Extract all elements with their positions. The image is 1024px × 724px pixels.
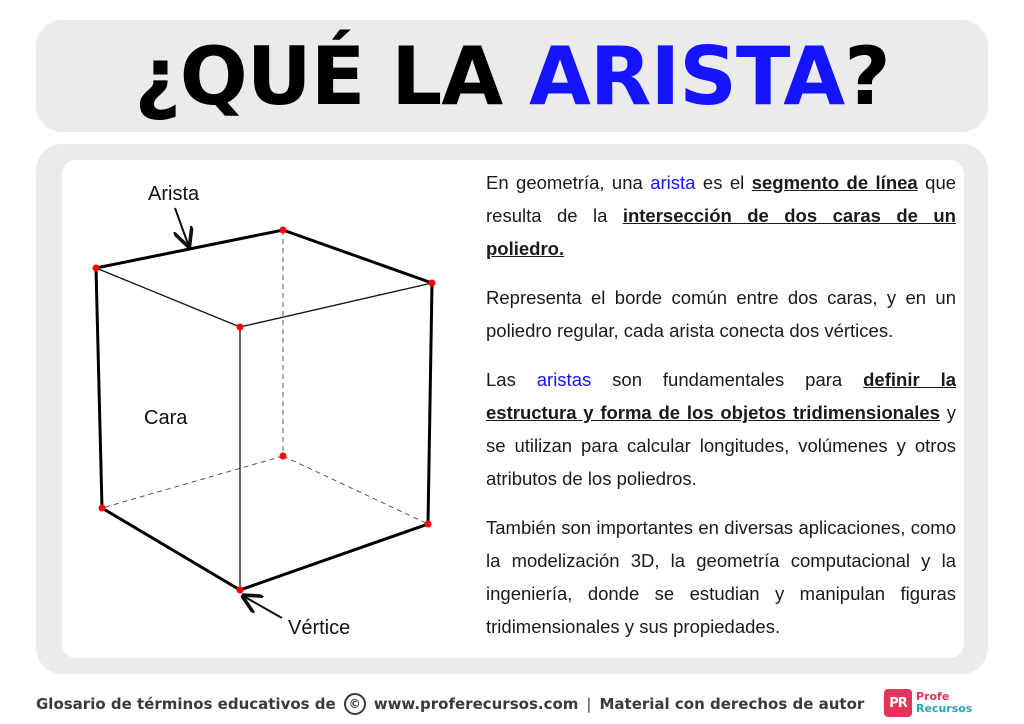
emphasis-segmento: segmento de línea (751, 172, 918, 193)
hidden-edges (102, 230, 428, 524)
paragraph-1: En geometría, una arista es el segmento de línea que resulta de la intersección de dos caras de un poliedro. (486, 172, 957, 259)
arista-label: Arista (148, 183, 200, 205)
footer-site-link[interactable]: www.proferecursos.com (373, 695, 579, 713)
paragraph-4: También son importantes en diversas aplicaciones, como la modelización 3D, la geometría computacional y la ingeniería, donde se estudian y manipulan figuras tridimensionales y sus propiedades. (486, 517, 956, 637)
vertex-point (237, 587, 244, 594)
title-suffix: ? (844, 29, 890, 123)
vertex-point (237, 324, 244, 331)
emphasis-definir: definir la estructura y forma de los objetos tridimensionales (486, 369, 956, 423)
title-highlight: ARISTA (529, 29, 845, 123)
vertex-point (280, 227, 287, 234)
footer-rights-text: Material con derechos de autor (599, 695, 865, 713)
proferecursos-logo[interactable] (884, 688, 972, 718)
term-aristas: aristas (536, 369, 592, 390)
vertex-point (93, 265, 100, 272)
paragraph-2: Representa el borde común entre dos caras, y en un poliedro regular, cada arista conecta dos vértices. (486, 287, 956, 341)
hidden-edge (283, 456, 428, 524)
emphasis-interseccion: intersección de dos caras de un poliedro. (486, 205, 956, 259)
paragraph-3: Las aristas son fundamentales para definir la estructura y forma de los objetos tridimensionales y se utilizan para calcular longitudes, volúmenes y otros atributos de los poliedros. (486, 369, 956, 489)
arista-arrow (175, 208, 188, 244)
cara-label: Cara (144, 407, 188, 429)
term-arista: arista (650, 172, 696, 193)
edge (96, 268, 240, 327)
hidden-edge (102, 456, 283, 508)
definition-text (486, 166, 956, 659)
vertice-arrow (245, 597, 282, 618)
logo-badge-icon: PR (884, 689, 912, 717)
vertex-point (425, 521, 432, 528)
footer-separator: | (586, 695, 592, 713)
title-prefix: ¿QUÉ LA (134, 29, 530, 123)
footer-glossary-text: Glosario de términos educativos de (36, 695, 336, 713)
vertex-point (280, 453, 287, 460)
copyright-icon: © (344, 693, 366, 715)
edge (240, 283, 432, 327)
footer (36, 690, 864, 718)
vertex-point (429, 280, 436, 287)
vertex-point (99, 505, 106, 512)
vertice-label: Vértice (288, 617, 351, 639)
logo-text: Profe Recursos (916, 690, 973, 715)
